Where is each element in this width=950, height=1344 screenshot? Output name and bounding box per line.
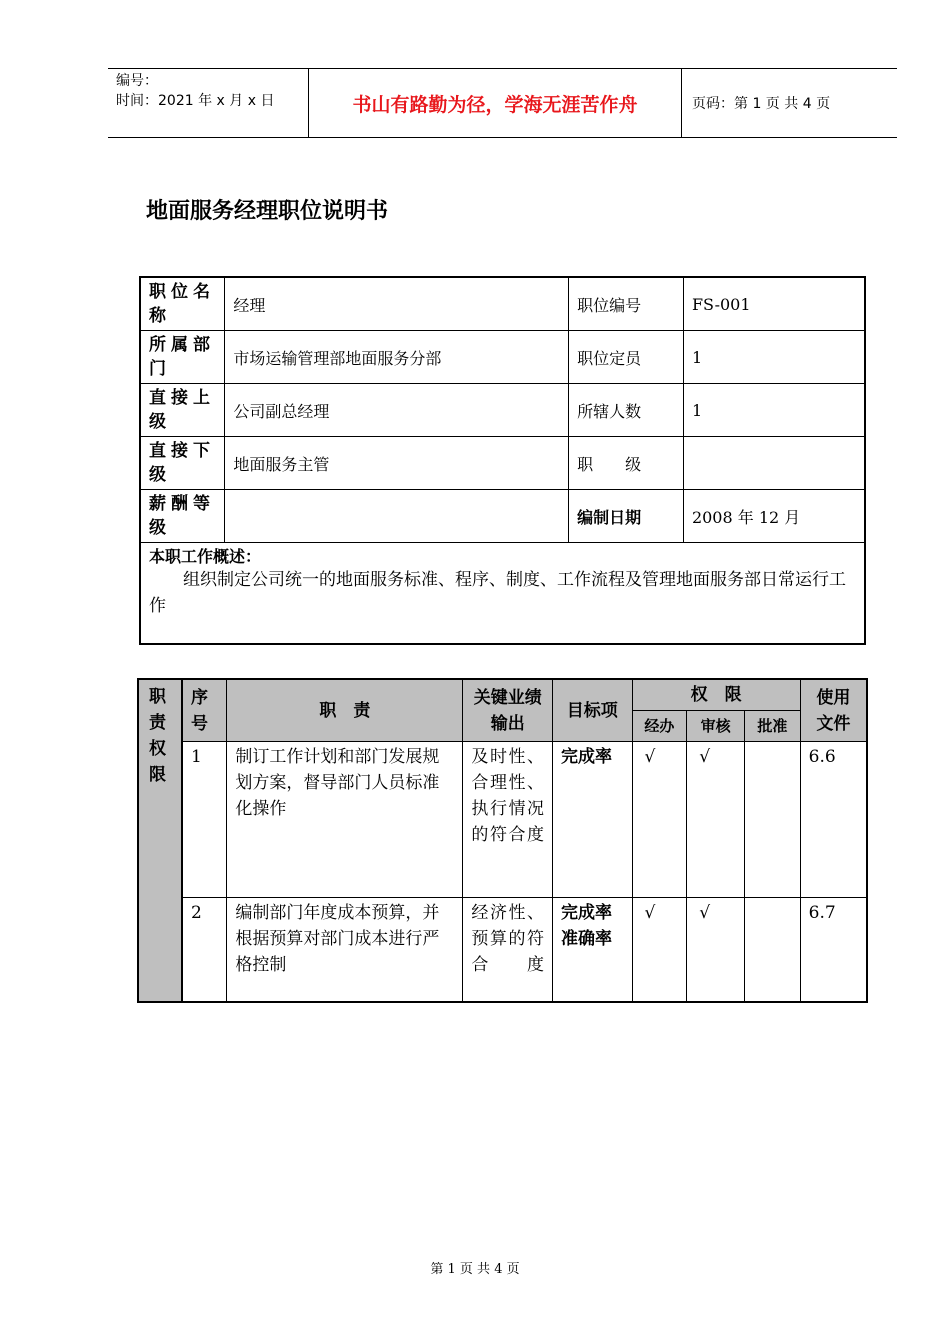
kpi-header: 关键业绩输出 (463, 679, 553, 742)
page-footer: 第 1 页 共 4 页 (430, 1262, 520, 1277)
duty-sidebar-label: 职责权限 (138, 679, 182, 1002)
info-value: 地面服务主管 (225, 437, 569, 490)
row-doc: 6.6 (800, 742, 867, 898)
header-meta (108, 69, 308, 137)
info-value2: 1 (683, 384, 865, 437)
time-label: 时间：2021 年 x 月 x 日 (116, 93, 275, 109)
info-value2: FS-001 (683, 277, 865, 331)
row-review-check: √ (687, 742, 745, 898)
info-label: 薪酬等级 (140, 490, 225, 543)
row-seq: 2 (182, 898, 227, 1002)
info-label: 直接下级 (140, 437, 225, 490)
info-row (140, 331, 865, 384)
info-label: 职位名称 (140, 277, 225, 331)
row-goal: 完成率 (553, 742, 633, 898)
auth-handle-header: 经办 (632, 711, 687, 742)
row-kpi: 经济性、预算的符合度 (463, 898, 553, 1002)
row-duty: 制订工作计划和部门发展规划方案，督导部门人员标准化操作 (227, 742, 463, 898)
goal-header: 目标项 (553, 679, 633, 742)
position-info-table (139, 276, 866, 645)
seq-header: 序号 (182, 679, 227, 742)
info-row (140, 437, 865, 490)
info-row (140, 277, 865, 331)
row-doc: 6.7 (800, 898, 867, 1002)
auth-review-header: 审核 (687, 711, 745, 742)
duty-header-row (138, 679, 867, 711)
duty-authority-table (137, 678, 868, 1003)
auth-approve-header: 批准 (745, 711, 801, 742)
info-label2: 职位编号 (569, 277, 684, 331)
authority-header: 权 限 (632, 679, 800, 711)
row-seq: 1 (182, 742, 227, 898)
summary-text: 组织制定公司统一的地面服务标准、程序、制度、工作流程及管理地面服务部日常运行工作 (149, 570, 846, 616)
row-duty: 编制部门年度成本预算，并根据预算对部门成本进行严格控制 (227, 898, 463, 1002)
summary-heading: 本职工作概述： (149, 547, 262, 566)
document-title: 地面服务经理职位说明书 (146, 199, 389, 224)
info-row (140, 490, 865, 543)
row-review-check: √ (687, 898, 745, 1002)
info-value2 (683, 437, 865, 490)
info-value: 公司副总经理 (225, 384, 569, 437)
number-label: 编号： (116, 73, 158, 89)
table-row (138, 898, 867, 1002)
info-label2: 职位定员 (569, 331, 684, 384)
page-header (108, 68, 897, 138)
info-label2: 职 级 (569, 437, 684, 490)
info-value: 市场运输管理部地面服务分部 (225, 331, 569, 384)
row-handle-check: √ (632, 898, 687, 1002)
info-value2: 1 (683, 331, 865, 384)
duty-header: 职 责 (227, 679, 463, 742)
table-row (138, 742, 867, 898)
header-page-info: 页码：第 1 页 共 4 页 (692, 96, 831, 112)
header-motto: 书山有路勤为径，学海无涯苦作舟 (308, 69, 682, 137)
summary-row (140, 543, 865, 645)
info-label: 直接上级 (140, 384, 225, 437)
info-label: 所属部门 (140, 331, 225, 384)
info-value: 经理 (225, 277, 569, 331)
row-approve-check (745, 898, 801, 1002)
info-label2: 所辖人数 (569, 384, 684, 437)
row-handle-check: √ (632, 742, 687, 898)
info-label2: 编制日期 (569, 490, 684, 543)
row-goal: 完成率准确率 (553, 898, 633, 1002)
info-value2: 2008 年 12 月 (683, 490, 865, 543)
info-value (225, 490, 569, 543)
info-row (140, 384, 865, 437)
row-approve-check (745, 742, 801, 898)
job-summary (140, 543, 865, 645)
doc-header: 使用文件 (800, 679, 867, 742)
row-kpi: 及时性、合理性、执行情况的符合度 (463, 742, 553, 898)
